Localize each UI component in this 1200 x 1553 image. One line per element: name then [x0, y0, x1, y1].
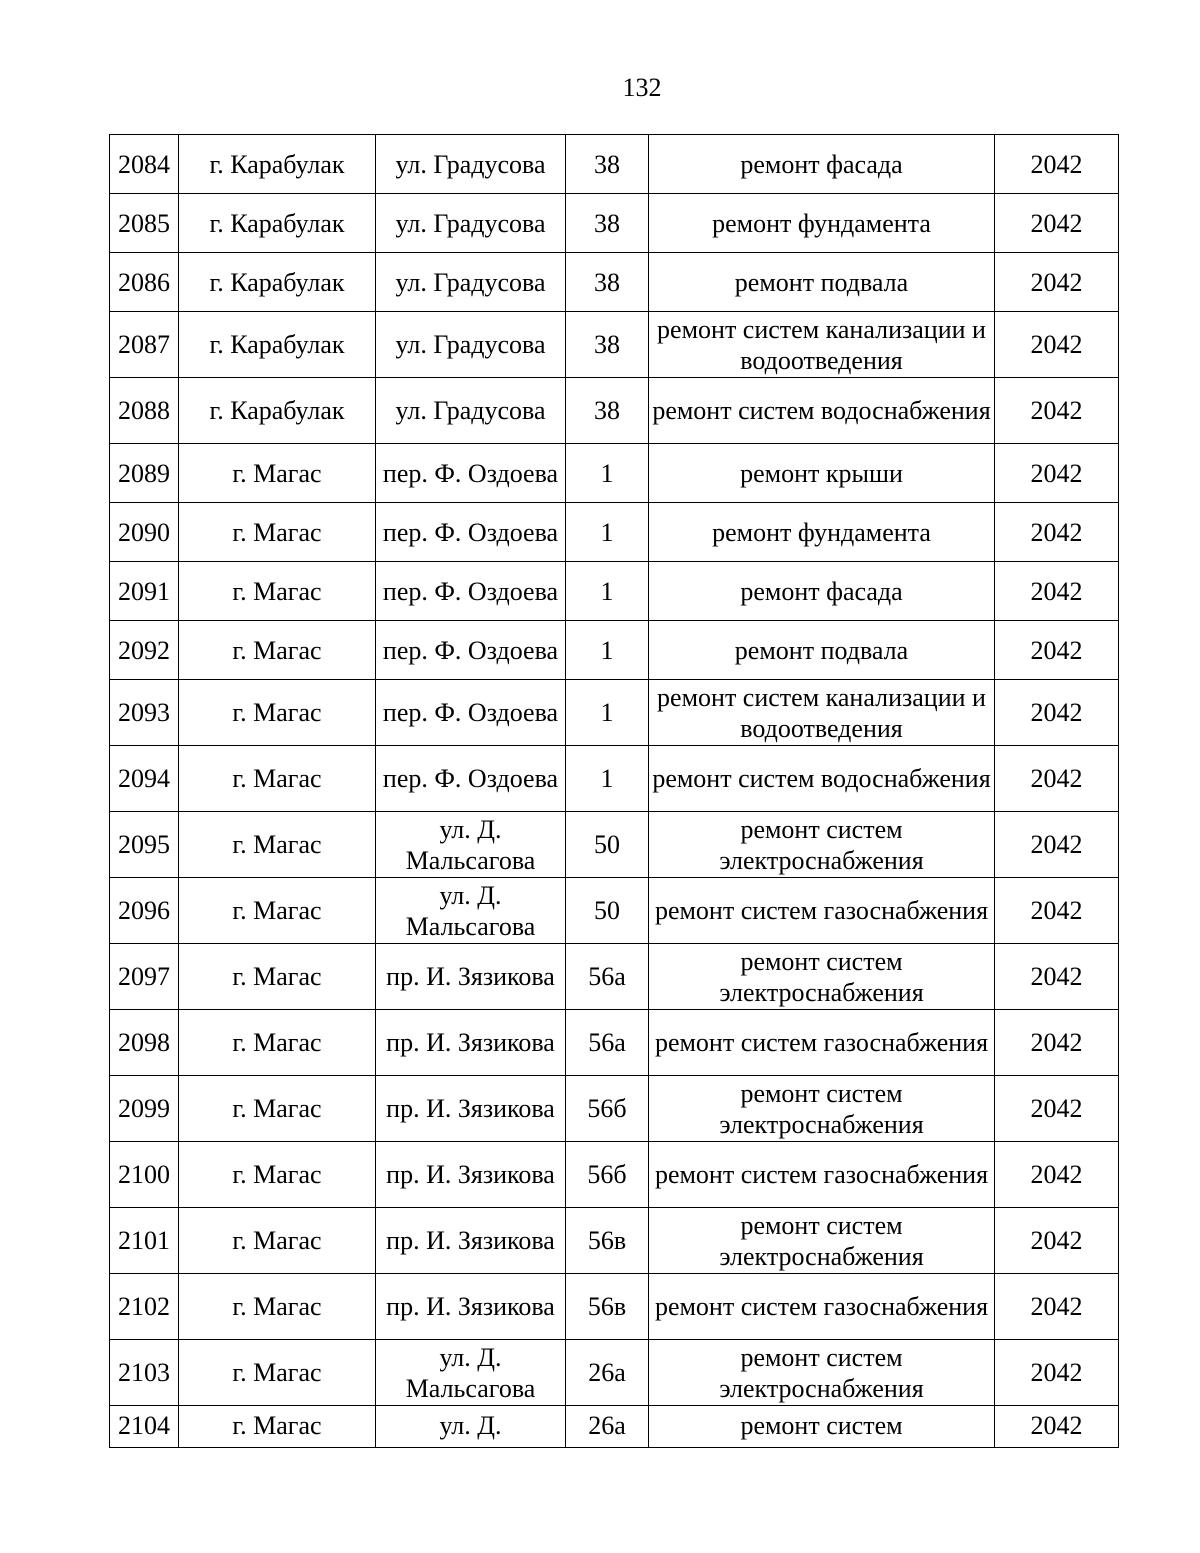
year-cell: 2042 — [995, 812, 1119, 878]
row-number-cell: 2096 — [110, 878, 179, 944]
city-cell: г. Магас — [179, 621, 376, 680]
house-number-cell: 56б — [566, 1142, 649, 1208]
table-row — [110, 621, 1119, 680]
table-row — [110, 878, 1119, 944]
row-number-cell: 2098 — [110, 1010, 179, 1076]
city-cell: г. Магас — [179, 944, 376, 1010]
work-type-cell: ремонт систем электроснабжения — [649, 944, 995, 1010]
street-cell: пр. И. Зязикова — [376, 1076, 566, 1142]
house-number-cell: 1 — [566, 444, 649, 503]
work-type-cell: ремонт систем канализации и водоотведения — [649, 680, 995, 746]
city-cell: г. Магас — [179, 1076, 376, 1142]
street-cell: пр. И. Зязикова — [376, 1208, 566, 1274]
city-cell: г. Магас — [179, 1208, 376, 1274]
row-number-cell: 2103 — [110, 1340, 179, 1406]
street-cell: пр. И. Зязикова — [376, 1010, 566, 1076]
city-cell: г. Магас — [179, 444, 376, 503]
row-number-cell: 2090 — [110, 503, 179, 562]
table-row — [110, 444, 1119, 503]
street-cell: пер. Ф. Оздоева — [376, 444, 566, 503]
city-cell: г. Магас — [179, 878, 376, 944]
year-cell: 2042 — [995, 1010, 1119, 1076]
work-type-cell: ремонт фасада — [649, 135, 995, 194]
table-row — [110, 253, 1119, 312]
year-cell: 2042 — [995, 680, 1119, 746]
street-cell: пер. Ф. Оздоева — [376, 680, 566, 746]
work-type-cell: ремонт систем газоснабжения — [649, 1274, 995, 1340]
work-type-cell: ремонт систем электроснабжения — [649, 1208, 995, 1274]
work-type-cell: ремонт систем канализации и водоотведения — [649, 312, 995, 378]
work-type-cell: ремонт систем газоснабжения — [649, 878, 995, 944]
house-number-cell: 1 — [566, 562, 649, 621]
table-row — [110, 944, 1119, 1010]
street-cell: пр. И. Зязикова — [376, 1142, 566, 1208]
house-number-cell: 1 — [566, 621, 649, 680]
house-number-cell: 38 — [566, 378, 649, 444]
row-number-cell: 2101 — [110, 1208, 179, 1274]
page-number: 132 — [622, 73, 662, 102]
house-number-cell: 1 — [566, 746, 649, 812]
work-type-cell: ремонт фундамента — [649, 194, 995, 253]
year-cell: 2042 — [995, 503, 1119, 562]
house-number-cell: 38 — [566, 253, 649, 312]
city-cell: г. Магас — [179, 503, 376, 562]
street-cell: ул. Д. Мальсагова — [376, 812, 566, 878]
year-cell: 2042 — [995, 444, 1119, 503]
street-cell: ул. Градусова — [376, 135, 566, 194]
street-cell: ул. Градусова — [376, 194, 566, 253]
city-cell: г. Карабулак — [179, 194, 376, 253]
row-number-cell: 2100 — [110, 1142, 179, 1208]
street-cell: ул. Градусова — [376, 378, 566, 444]
table-row — [110, 746, 1119, 812]
row-number-cell: 2095 — [110, 812, 179, 878]
work-type-cell: ремонт фундамента — [649, 503, 995, 562]
row-number-cell: 2086 — [110, 253, 179, 312]
work-type-cell: ремонт систем электроснабжения — [649, 1076, 995, 1142]
house-number-cell: 38 — [566, 135, 649, 194]
work-type-cell: ремонт подвала — [649, 253, 995, 312]
year-cell: 2042 — [995, 1208, 1119, 1274]
row-number-cell: 2084 — [110, 135, 179, 194]
street-cell: пр. И. Зязикова — [376, 1274, 566, 1340]
table-row — [110, 312, 1119, 378]
table-row — [110, 812, 1119, 878]
street-cell: ул. Д. — [376, 1406, 566, 1448]
street-cell: ул. Д. Мальсагова — [376, 878, 566, 944]
table-row — [110, 378, 1119, 444]
city-cell: г. Магас — [179, 680, 376, 746]
work-type-cell: ремонт систем газоснабжения — [649, 1142, 995, 1208]
work-type-cell: ремонт систем водоснабжения — [649, 746, 995, 812]
row-number-cell: 2087 — [110, 312, 179, 378]
row-number-cell: 2089 — [110, 444, 179, 503]
year-cell: 2042 — [995, 1406, 1119, 1448]
house-number-cell: 38 — [566, 312, 649, 378]
year-cell: 2042 — [995, 194, 1119, 253]
year-cell: 2042 — [995, 562, 1119, 621]
street-cell: пер. Ф. Оздоева — [376, 503, 566, 562]
year-cell: 2042 — [995, 1076, 1119, 1142]
year-cell: 2042 — [995, 312, 1119, 378]
city-cell: г. Магас — [179, 1340, 376, 1406]
work-type-cell: ремонт фасада — [649, 562, 995, 621]
city-cell: г. Карабулак — [179, 135, 376, 194]
street-cell: ул. Градусова — [376, 253, 566, 312]
street-cell: пер. Ф. Оздоева — [376, 746, 566, 812]
street-cell: ул. Градусова — [376, 312, 566, 378]
table-row — [110, 680, 1119, 746]
house-number-cell: 56а — [566, 944, 649, 1010]
city-cell: г. Карабулак — [179, 253, 376, 312]
work-type-cell: ремонт систем газоснабжения — [649, 1010, 995, 1076]
year-cell: 2042 — [995, 944, 1119, 1010]
row-number-cell: 2104 — [110, 1406, 179, 1448]
year-cell: 2042 — [995, 1142, 1119, 1208]
house-number-cell: 1 — [566, 503, 649, 562]
street-cell: ул. Д. Мальсагова — [376, 1340, 566, 1406]
city-cell: г. Магас — [179, 1142, 376, 1208]
house-number-cell: 26а — [566, 1406, 649, 1448]
year-cell: 2042 — [995, 378, 1119, 444]
table-row — [110, 1208, 1119, 1274]
street-cell: пер. Ф. Оздоева — [376, 562, 566, 621]
table-row — [110, 1142, 1119, 1208]
house-number-cell: 56б — [566, 1076, 649, 1142]
city-cell: г. Магас — [179, 746, 376, 812]
work-type-cell: ремонт систем — [649, 1406, 995, 1448]
row-number-cell: 2097 — [110, 944, 179, 1010]
row-number-cell: 2085 — [110, 194, 179, 253]
table-row — [110, 1406, 1119, 1448]
work-type-cell: ремонт систем электроснабжения — [649, 1340, 995, 1406]
work-type-cell: ремонт систем водоснабжения — [649, 378, 995, 444]
street-cell: пр. И. Зязикова — [376, 944, 566, 1010]
street-cell: пер. Ф. Оздоева — [376, 621, 566, 680]
table-row — [110, 503, 1119, 562]
city-cell: г. Карабулак — [179, 378, 376, 444]
table-row — [110, 1010, 1119, 1076]
city-cell: г. Магас — [179, 1010, 376, 1076]
row-number-cell: 2094 — [110, 746, 179, 812]
year-cell: 2042 — [995, 1274, 1119, 1340]
year-cell: 2042 — [995, 878, 1119, 944]
city-cell: г. Магас — [179, 1406, 376, 1448]
repair-schedule-table — [109, 134, 1119, 1448]
city-cell: г. Магас — [179, 812, 376, 878]
house-number-cell: 56в — [566, 1208, 649, 1274]
table-row — [110, 135, 1119, 194]
row-number-cell: 2092 — [110, 621, 179, 680]
house-number-cell: 56в — [566, 1274, 649, 1340]
city-cell: г. Магас — [179, 1274, 376, 1340]
row-number-cell: 2091 — [110, 562, 179, 621]
house-number-cell: 26а — [566, 1340, 649, 1406]
city-cell: г. Карабулак — [179, 312, 376, 378]
year-cell: 2042 — [995, 746, 1119, 812]
table-row — [110, 194, 1119, 253]
row-number-cell: 2088 — [110, 378, 179, 444]
house-number-cell: 50 — [566, 878, 649, 944]
work-type-cell: ремонт подвала — [649, 621, 995, 680]
work-type-cell: ремонт систем электроснабжения — [649, 812, 995, 878]
year-cell: 2042 — [995, 1340, 1119, 1406]
house-number-cell: 50 — [566, 812, 649, 878]
table-row — [110, 1340, 1119, 1406]
table-row — [110, 1274, 1119, 1340]
house-number-cell: 56а — [566, 1010, 649, 1076]
table-row — [110, 1076, 1119, 1142]
house-number-cell: 1 — [566, 680, 649, 746]
year-cell: 2042 — [995, 253, 1119, 312]
row-number-cell: 2102 — [110, 1274, 179, 1340]
year-cell: 2042 — [995, 621, 1119, 680]
table-row — [110, 562, 1119, 621]
row-number-cell: 2099 — [110, 1076, 179, 1142]
work-type-cell: ремонт крыши — [649, 444, 995, 503]
house-number-cell: 38 — [566, 194, 649, 253]
row-number-cell: 2093 — [110, 680, 179, 746]
year-cell: 2042 — [995, 135, 1119, 194]
city-cell: г. Магас — [179, 562, 376, 621]
